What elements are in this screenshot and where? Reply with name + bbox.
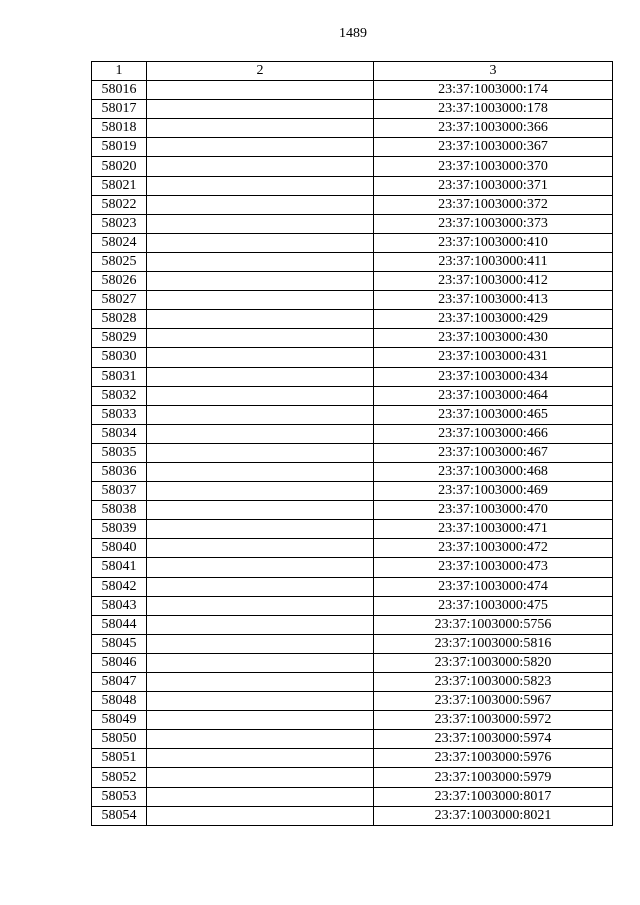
table-cell-col2 <box>147 252 374 271</box>
table-cell-col3: 23:37:1003000:429 <box>374 310 613 329</box>
table-cell-col3: 23:37:1003000:8017 <box>374 787 613 806</box>
table-row <box>92 462 613 481</box>
table-cell-col1: 58024 <box>92 233 147 252</box>
table-row <box>92 424 613 443</box>
table-cell-col3: 23:37:1003000:371 <box>374 176 613 195</box>
table-cell-col2 <box>147 577 374 596</box>
table-cell-col3: 23:37:1003000:5979 <box>374 768 613 787</box>
column-header-2: 2 <box>147 62 374 81</box>
table-row <box>92 673 613 692</box>
table-row <box>92 558 613 577</box>
table-row <box>92 711 613 730</box>
table-header-row <box>92 62 613 81</box>
table-cell-col1: 58048 <box>92 692 147 711</box>
table-cell-col3: 23:37:1003000:5816 <box>374 634 613 653</box>
table-cell-col2 <box>147 348 374 367</box>
table-row <box>92 195 613 214</box>
table-cell-col1: 58035 <box>92 443 147 462</box>
table-cell-col1: 58034 <box>92 424 147 443</box>
table-cell-col3: 23:37:1003000:469 <box>374 482 613 501</box>
table-cell-col2 <box>147 233 374 252</box>
table-row <box>92 214 613 233</box>
table-cell-col1: 58044 <box>92 615 147 634</box>
table-cell-col2 <box>147 81 374 100</box>
table-cell-col1: 58030 <box>92 348 147 367</box>
table-cell-col1: 58046 <box>92 653 147 672</box>
table-cell-col1: 58053 <box>92 787 147 806</box>
table-cell-col3: 23:37:1003000:412 <box>374 272 613 291</box>
table-cell-col1: 58050 <box>92 730 147 749</box>
table-cell-col2 <box>147 214 374 233</box>
table-cell-col1: 58039 <box>92 520 147 539</box>
table-cell-col2 <box>147 119 374 138</box>
table-cell-col2 <box>147 730 374 749</box>
table-row <box>92 634 613 653</box>
table-cell-col3: 23:37:1003000:434 <box>374 367 613 386</box>
table-cell-col2 <box>147 329 374 348</box>
table-cell-col3: 23:37:1003000:411 <box>374 252 613 271</box>
table-cell-col1: 58043 <box>92 596 147 615</box>
table-cell-col1: 58052 <box>92 768 147 787</box>
table-cell-col2 <box>147 367 374 386</box>
page-number: 1489 <box>339 26 367 41</box>
table-cell-col2 <box>147 482 374 501</box>
table-cell-col2 <box>147 405 374 424</box>
table-cell-col1: 58016 <box>92 81 147 100</box>
table-row <box>92 806 613 825</box>
table-row <box>92 577 613 596</box>
table-cell-col1: 58040 <box>92 539 147 558</box>
table-cell-col3: 23:37:1003000:5974 <box>374 730 613 749</box>
table-row <box>92 730 613 749</box>
table-row <box>92 692 613 711</box>
table-cell-col1: 58018 <box>92 119 147 138</box>
table-row <box>92 482 613 501</box>
table-row <box>92 348 613 367</box>
table-cell-col3: 23:37:1003000:372 <box>374 195 613 214</box>
table-cell-col2 <box>147 806 374 825</box>
table-cell-col2 <box>147 462 374 481</box>
table-cell-col1: 58023 <box>92 214 147 233</box>
column-header-1: 1 <box>92 62 147 81</box>
table-cell-col3: 23:37:1003000:410 <box>374 233 613 252</box>
table-cell-col3: 23:37:1003000:466 <box>374 424 613 443</box>
table-cell-col2 <box>147 443 374 462</box>
table-cell-col1: 58032 <box>92 386 147 405</box>
table-row <box>92 615 613 634</box>
table-cell-col1: 58020 <box>92 157 147 176</box>
table-cell-col2 <box>147 711 374 730</box>
table-cell-col1: 58021 <box>92 176 147 195</box>
table-cell-col1: 58017 <box>92 100 147 119</box>
table-cell-col2 <box>147 501 374 520</box>
table-cell-col3: 23:37:1003000:373 <box>374 214 613 233</box>
table-cell-col1: 58019 <box>92 138 147 157</box>
table-cell-col2 <box>147 424 374 443</box>
table-row <box>92 176 613 195</box>
table-cell-col2 <box>147 539 374 558</box>
table-cell-col1: 58029 <box>92 329 147 348</box>
table-row <box>92 310 613 329</box>
table-row <box>92 291 613 310</box>
table-cell-col2 <box>147 692 374 711</box>
table-cell-col2 <box>147 673 374 692</box>
table-cell-col3: 23:37:1003000:5967 <box>374 692 613 711</box>
table-row <box>92 100 613 119</box>
table-cell-col1: 58027 <box>92 291 147 310</box>
table-row <box>92 81 613 100</box>
table-cell-col3: 23:37:1003000:5976 <box>374 749 613 768</box>
table-cell-col3: 23:37:1003000:5823 <box>374 673 613 692</box>
table-cell-col3: 23:37:1003000:465 <box>374 405 613 424</box>
table-cell-col3: 23:37:1003000:370 <box>374 157 613 176</box>
table-cell-col2 <box>147 749 374 768</box>
table-cell-col2 <box>147 787 374 806</box>
table-cell-col1: 58022 <box>92 195 147 214</box>
table-row <box>92 252 613 271</box>
table-row <box>92 405 613 424</box>
table-cell-col1: 58041 <box>92 558 147 577</box>
table-row <box>92 272 613 291</box>
table-row <box>92 443 613 462</box>
table-cell-col3: 23:37:1003000:430 <box>374 329 613 348</box>
table-cell-col1: 58031 <box>92 367 147 386</box>
table-row <box>92 386 613 405</box>
table-row <box>92 520 613 539</box>
table-cell-col3: 23:37:1003000:5756 <box>374 615 613 634</box>
table-cell-col2 <box>147 520 374 539</box>
table-cell-col3: 23:37:1003000:367 <box>374 138 613 157</box>
table-cell-col1: 58037 <box>92 482 147 501</box>
table-cell-col2 <box>147 615 374 634</box>
table-cell-col2 <box>147 100 374 119</box>
table-cell-col3: 23:37:1003000:366 <box>374 119 613 138</box>
table-cell-col3: 23:37:1003000:5972 <box>374 711 613 730</box>
table-cell-col1: 58026 <box>92 272 147 291</box>
table-row <box>92 653 613 672</box>
table-cell-col2 <box>147 558 374 577</box>
table-row <box>92 539 613 558</box>
table-cell-col1: 58036 <box>92 462 147 481</box>
table-row <box>92 787 613 806</box>
column-header-3: 3 <box>374 62 613 81</box>
table-cell-col2 <box>147 291 374 310</box>
table-row <box>92 367 613 386</box>
table-body <box>92 81 613 826</box>
table-cell-col2 <box>147 653 374 672</box>
table-cell-col3: 23:37:1003000:471 <box>374 520 613 539</box>
table-cell-col3: 23:37:1003000:178 <box>374 100 613 119</box>
table-cell-col2 <box>147 596 374 615</box>
table-cell-col1: 58047 <box>92 673 147 692</box>
table-cell-col3: 23:37:1003000:475 <box>374 596 613 615</box>
table-cell-col3: 23:37:1003000:431 <box>374 348 613 367</box>
table-cell-col3: 23:37:1003000:8021 <box>374 806 613 825</box>
table-row <box>92 119 613 138</box>
table-row <box>92 329 613 348</box>
data-table <box>91 61 613 826</box>
table-cell-col1: 58045 <box>92 634 147 653</box>
table-cell-col1: 58028 <box>92 310 147 329</box>
table-row <box>92 501 613 520</box>
table-cell-col2 <box>147 386 374 405</box>
table-cell-col3: 23:37:1003000:5820 <box>374 653 613 672</box>
table-cell-col1: 58042 <box>92 577 147 596</box>
table-cell-col3: 23:37:1003000:413 <box>374 291 613 310</box>
table-cell-col3: 23:37:1003000:467 <box>374 443 613 462</box>
table-row <box>92 768 613 787</box>
table-cell-col3: 23:37:1003000:174 <box>374 81 613 100</box>
table-row <box>92 749 613 768</box>
table-cell-col2 <box>147 634 374 653</box>
table-cell-col3: 23:37:1003000:472 <box>374 539 613 558</box>
table-cell-col2 <box>147 195 374 214</box>
table-row <box>92 596 613 615</box>
table-cell-col3: 23:37:1003000:474 <box>374 577 613 596</box>
table-cell-col3: 23:37:1003000:464 <box>374 386 613 405</box>
table-cell-col1: 58033 <box>92 405 147 424</box>
table-cell-col1: 58038 <box>92 501 147 520</box>
table-row <box>92 157 613 176</box>
table-cell-col2 <box>147 157 374 176</box>
table-cell-col3: 23:37:1003000:468 <box>374 462 613 481</box>
table-cell-col2 <box>147 310 374 329</box>
table-row <box>92 138 613 157</box>
table-row <box>92 233 613 252</box>
table-cell-col2 <box>147 176 374 195</box>
table-cell-col1: 58025 <box>92 252 147 271</box>
table-cell-col1: 58049 <box>92 711 147 730</box>
table-cell-col3: 23:37:1003000:470 <box>374 501 613 520</box>
table-cell-col2 <box>147 768 374 787</box>
table-cell-col1: 58054 <box>92 806 147 825</box>
table-cell-col2 <box>147 138 374 157</box>
table-cell-col2 <box>147 272 374 291</box>
table-cell-col3: 23:37:1003000:473 <box>374 558 613 577</box>
table-cell-col1: 58051 <box>92 749 147 768</box>
